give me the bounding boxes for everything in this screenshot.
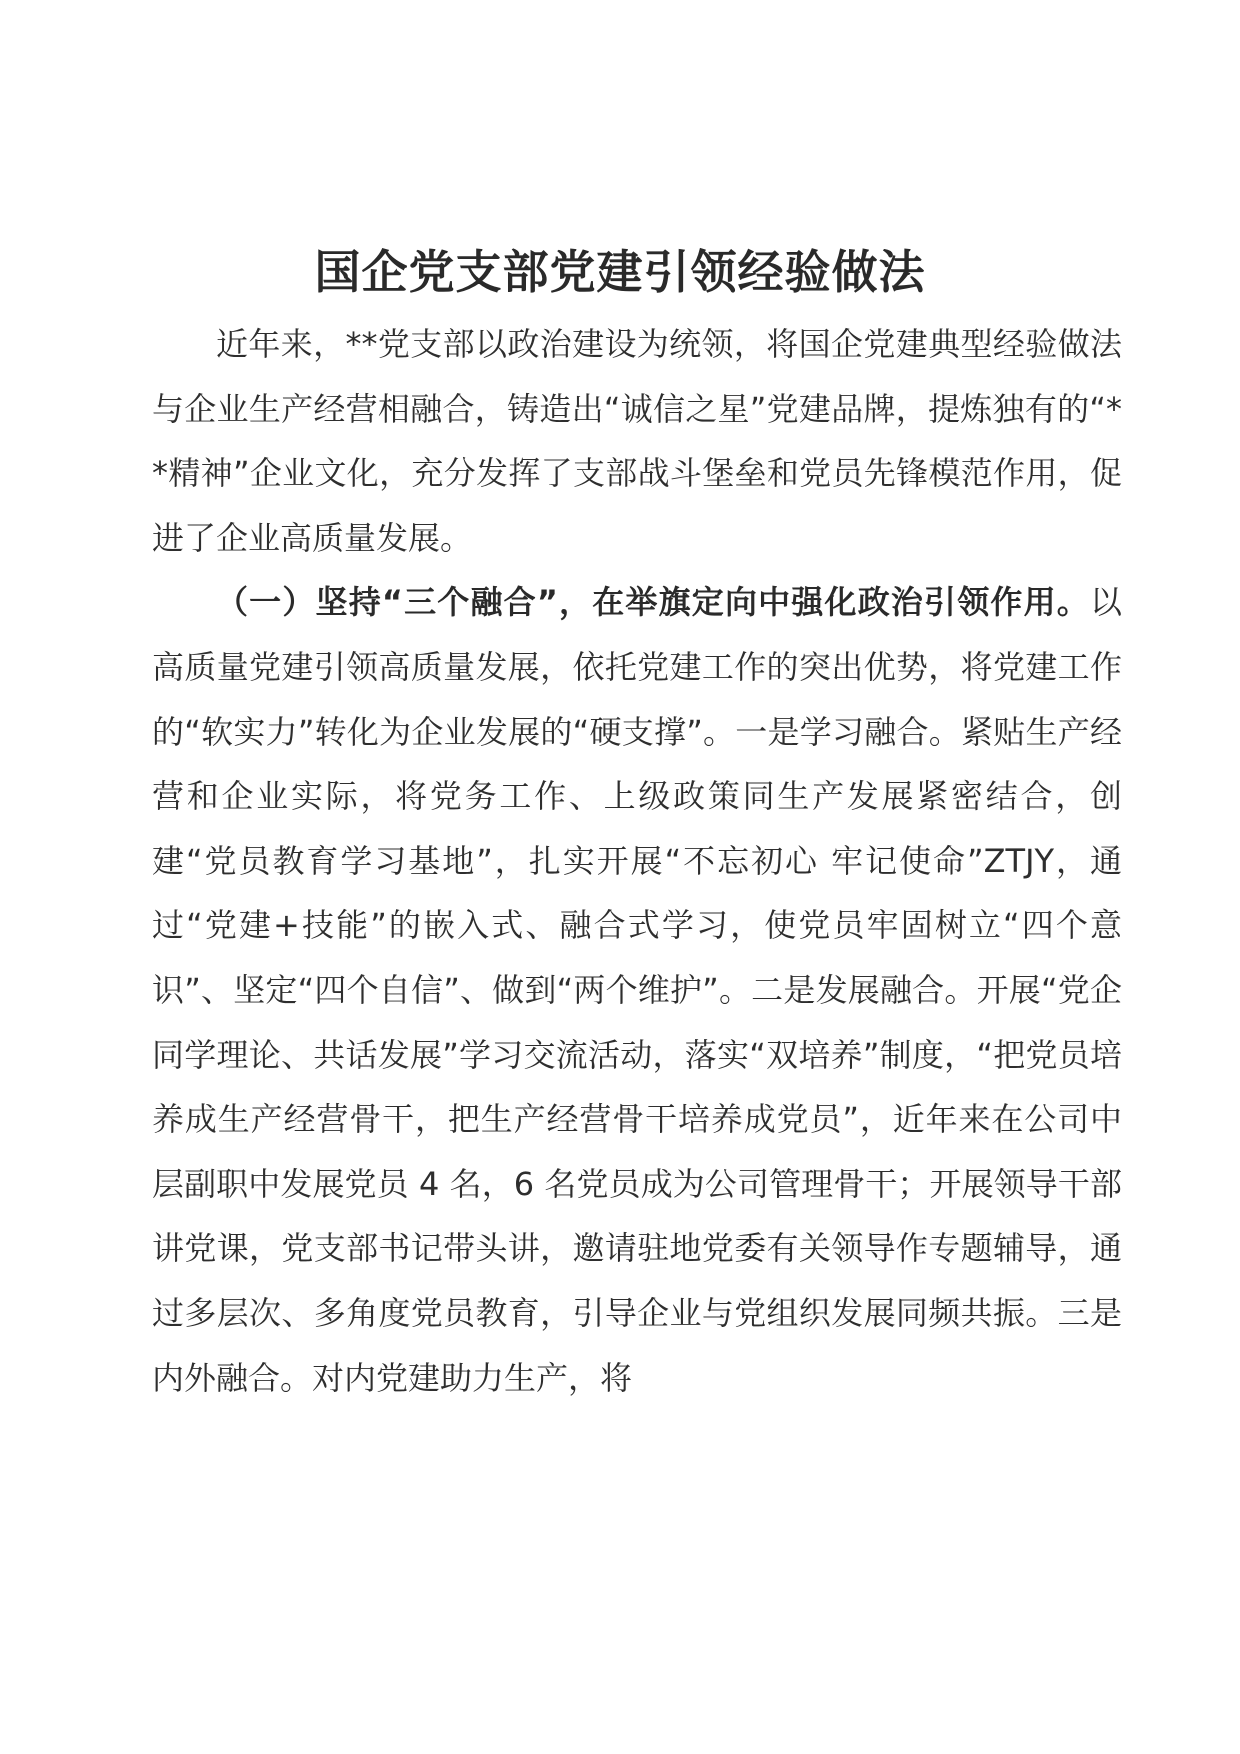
section-1-paragraph <box>152 570 1122 1410</box>
document-title: 国企党支部党建引领经验做法 <box>314 245 926 299</box>
document-body <box>152 312 1122 1410</box>
intro-paragraph: 近年来，**党支部以政治建设为统领，将国企党建典型经验做法与企业生产经营相融合，铸造出“诚信之星”党建品牌，提炼独有的“**精神”企业文化，充分发挥了支部战斗堡垒和党员先锋模范作用，促进了企业高质量发展。 <box>152 325 1122 557</box>
section-1-body: 以高质量党建引领高质量发展，依托党建工作的突出优势，将党建工作的“软实力”转化为企业发展的“硬支撑”。一是学习融合。紧贴生产经营和企业实际，将党务工作、上级政策同生产发展紧密结合，创建“党员教育学习基地”，扎实开展“不忘初心 牢记使命”ZTJY，通过“党建+技能”的嵌入式、融合式学习，使党员牢固树立“四个意识”、坚定“四个自信”、做到“两个维护”。二是发展融合。开展“党企同学理论、共话发展”学习交流活动，落实“双培养”制度，“把党员培养成生产经营骨干，把生产经营骨干培养成党员”，近年来在公司中层副职中发展党员 4 名，6 名党员成为公司管理骨干；开展领导干部讲党课，党支部书记带头讲，邀请驻地党委有关领导作专题辅导，通过多层次、多角度党员教育，引导企业与党组织发展同频共振。三是内外融合。对内党建助力生产，将 <box>152 583 1122 1397</box>
section-1-heading: （一）坚持“三个融合”，在举旗定向中强化政治引领作用。 <box>216 583 1090 622</box>
